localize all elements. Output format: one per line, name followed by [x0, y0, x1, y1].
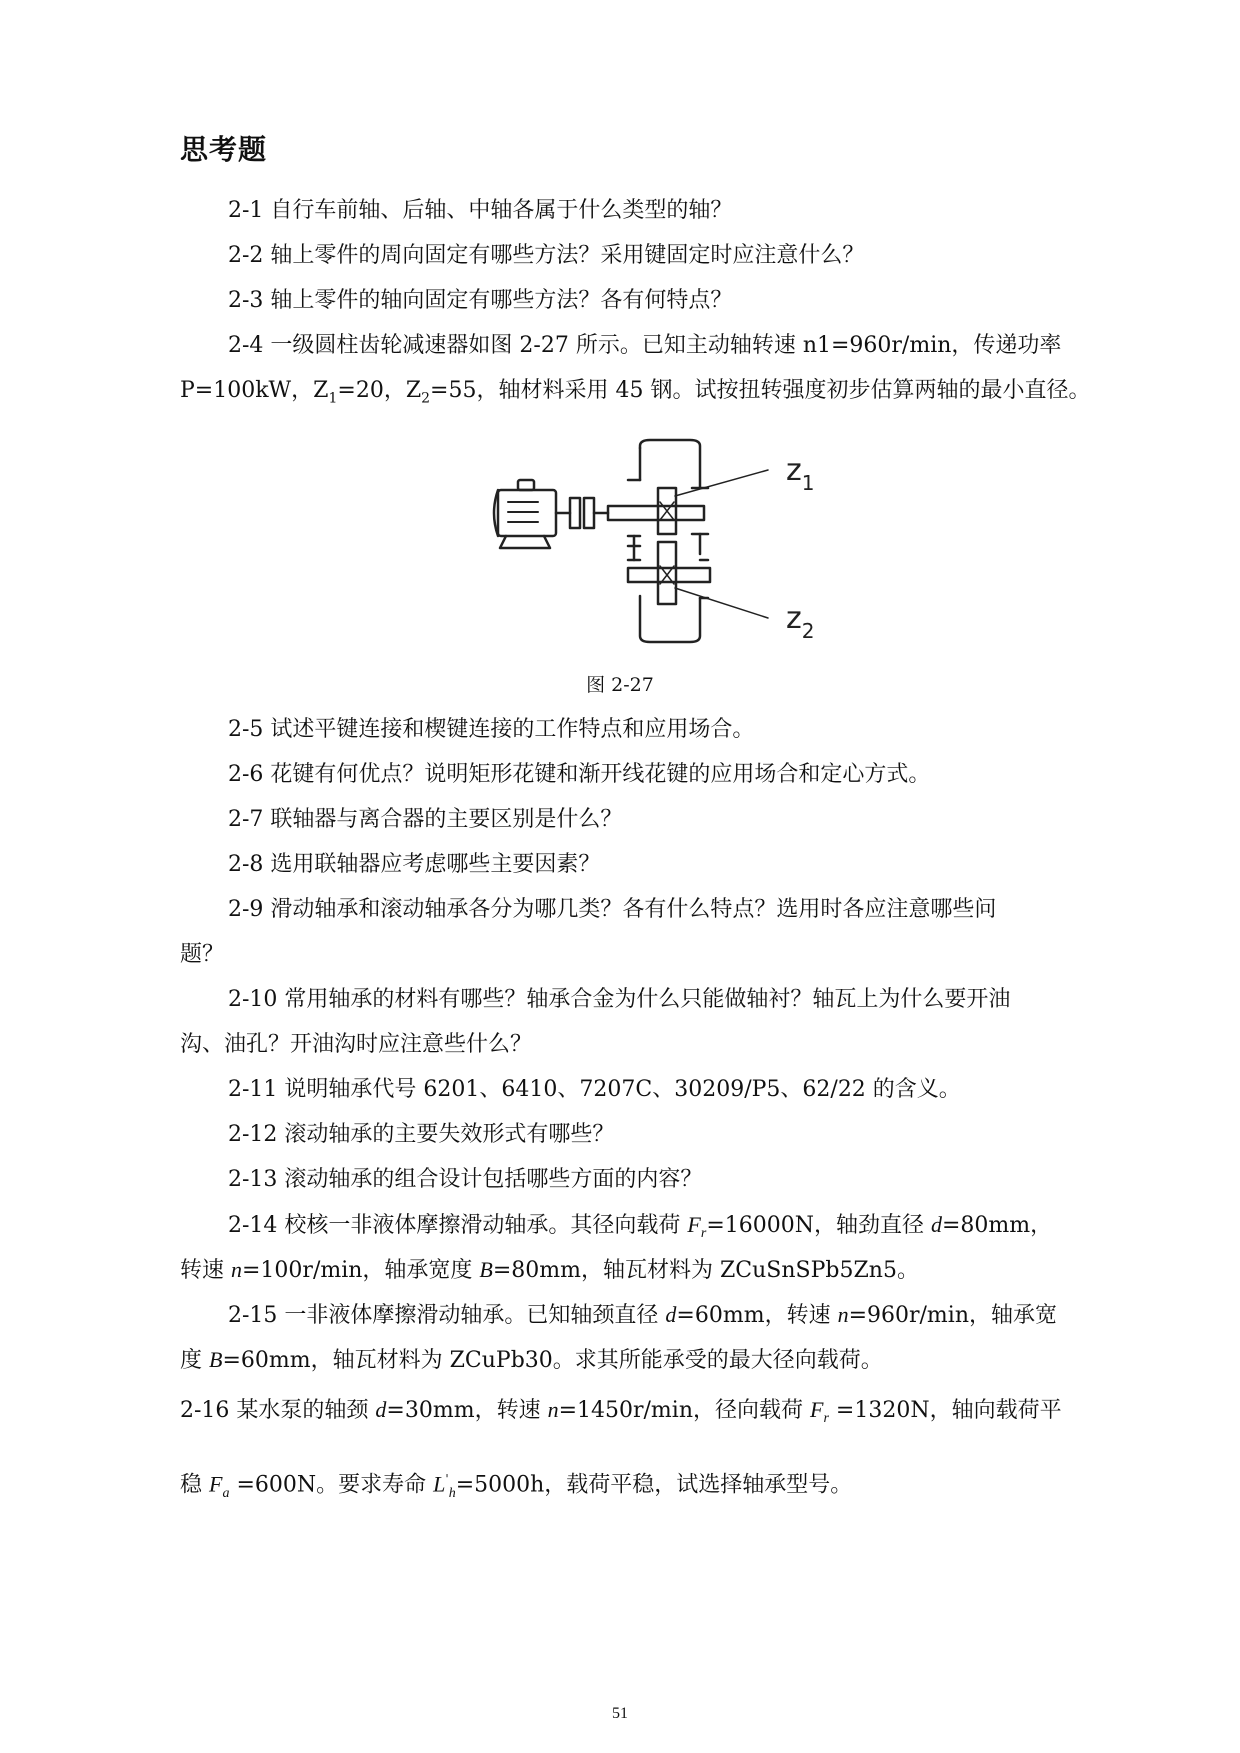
question-2-15-line2: 度 B=60mm，轴瓦材料为 ZCuPb30。求其所能承受的最大径向载荷。 — [180, 1347, 883, 1373]
question-2-10-line2: 沟、油孔？开油沟时应注意些什么？ — [180, 1032, 533, 1057]
z1-label: $z_1$ — [786, 453, 815, 495]
question-2-9-line2: 题？ — [180, 942, 225, 967]
figure-caption: 图 2-27 — [586, 674, 654, 696]
question-2-4-line2: P=100kW，$Z_1=20$，$Z_2=55$，轴材料采用 45 钢。试按扭转强度初步估算两轴的最小直径。 — [180, 378, 1091, 407]
question-2-1: 2-1 自行车前轴、后轴、中轴各属于什么类型的轴？ — [228, 198, 733, 223]
input-shaft-drawing — [608, 488, 704, 534]
z2-leader-line — [675, 588, 768, 618]
question-2-15-line1: 2-15 一非液体摩擦滑动轴承。已知轴颈直径 d=60mm，转速 n=960r/min，轴承宽 — [228, 1302, 1057, 1328]
z2-label: $z_2$ — [786, 601, 815, 643]
question-2-16-line1: 2-16 某水泵的轴颈 d=30mm，转速 n=1450r/min，径向载荷 $F_r =1320N$，轴向载荷平 — [180, 1397, 1062, 1427]
question-2-14-line1: 2-14 校核一非液体摩擦滑动轴承。其径向载荷 $F_r=16000N$，轴劲直径 d=80mm， — [228, 1212, 1053, 1242]
question-2-8: 2-8 选用联轴器应考虑哪些主要因素？ — [228, 852, 601, 877]
question-2-10-line1: 2-10 常用轴承的材料有哪些？轴承合金为什么只能做轴衬？轴瓦上为什么要开油 — [228, 987, 1011, 1012]
question-2-16-line2: 稳 $F_a =600N$。要求寿命 $L'_h=5000h$，载荷平稳，试选择轴承型号。 — [180, 1471, 853, 1501]
page-number: 51 — [612, 1705, 628, 1722]
question-2-9-line1: 2-9 滑动轴承和滚动轴承各分为哪几类？各有什么特点？选用时各应注意哪些问 — [228, 897, 997, 922]
question-2-12: 2-12 滚动轴承的主要失效形式有哪些？ — [228, 1122, 615, 1147]
z1-leader-line — [675, 470, 768, 496]
question-2-13: 2-13 滚动轴承的组合设计包括哪些方面的内容？ — [228, 1167, 703, 1192]
section-heading: 思考题 — [180, 133, 268, 166]
question-2-3: 2-3 轴上零件的轴向固定有哪些方法？各有何特点？ — [228, 288, 733, 313]
motor-drawing — [494, 480, 570, 548]
question-2-6: 2-6 花键有何优点？说明矩形花键和渐开线花键的应用场合和定心方式。 — [228, 762, 931, 787]
question-2-2: 2-2 轴上零件的周向固定有哪些方法？采用键固定时应注意什么？ — [228, 243, 865, 268]
question-2-5: 2-5 试述平键连接和楔键连接的工作特点和应用场合。 — [228, 717, 755, 742]
question-2-14-line2: 转速 n=100r/min，轴承宽度 B=80mm，轴瓦材料为 ZCuSnSPb5Zn5。 — [180, 1257, 919, 1283]
question-2-7: 2-7 联轴器与离合器的主要区别是什么？ — [228, 807, 623, 832]
gear-reducer-figure — [490, 438, 850, 648]
coupling-drawing — [570, 498, 608, 528]
question-2-11: 2-11 说明轴承代号 6201、6410、7207C、30209/P5、62/22 的含义。 — [228, 1077, 961, 1102]
question-2-4-line1: 2-4 一级圆柱齿轮减速器如图 2-27 所示。已知主动轴转速 n1=960r/min，传递功率 — [228, 333, 1062, 358]
